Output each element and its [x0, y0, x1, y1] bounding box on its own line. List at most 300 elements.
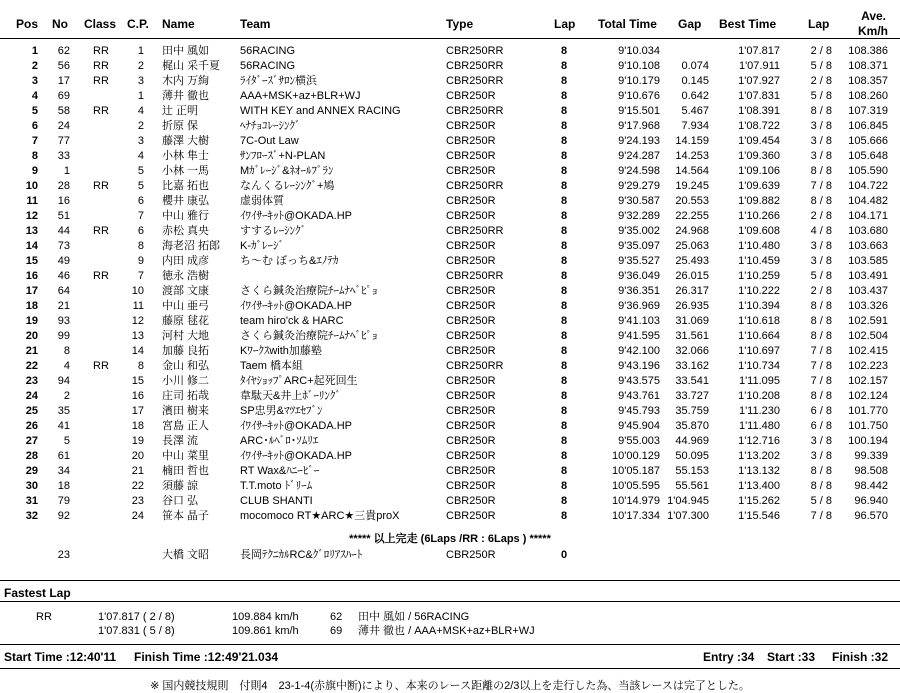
row-total-time: 9'43.761 [618, 390, 660, 402]
row-cp: 2 [137, 60, 144, 72]
dnf-row [0, 548, 900, 563]
row-pos: 4 [31, 90, 38, 102]
row-best-time: 1'10.459 [738, 255, 780, 267]
row-type: CBR250RR [446, 60, 504, 72]
row-team: Mｶﾞﾚｰｼﾞ&ﾈｵｰﾙﾌﾟﾗﾝ [240, 165, 334, 177]
row-class: RR [93, 180, 109, 192]
row-type: CBR250RR [446, 105, 504, 117]
table-row [0, 434, 900, 449]
row-total-time: 9'24.287 [618, 150, 660, 162]
col-ave-1: Ave. [861, 9, 886, 23]
row-lap: 8 [560, 360, 568, 372]
row-ave: 103.663 [848, 240, 888, 252]
results-table [0, 44, 900, 524]
dnf-lap: 0 [560, 549, 568, 561]
row-total-time: 10'05.595 [612, 480, 660, 492]
row-best-time: 1'11.095 [738, 375, 780, 387]
row-total-time: 9'15.501 [618, 105, 660, 117]
row-cp: 17 [131, 405, 144, 417]
row-pos: 26 [25, 420, 38, 432]
row-name: 楠田 哲也 [162, 465, 210, 477]
table-row [0, 389, 900, 404]
table-row [0, 449, 900, 464]
row-ave: 106.845 [848, 120, 888, 132]
footer-rule-bottom [0, 668, 900, 669]
table-row [0, 134, 900, 149]
row-cp: 3 [137, 135, 144, 147]
row-lap: 8 [560, 450, 568, 462]
row-type: CBR250RR [446, 270, 504, 282]
col-lap: Lap [554, 17, 576, 31]
row-ave: 96.570 [854, 510, 888, 522]
row-pos: 23 [25, 375, 38, 387]
row-best-time: 1'10.266 [738, 210, 780, 222]
row-class: RR [93, 75, 109, 87]
fastest-lap-class: RR [36, 611, 52, 623]
row-type: CBR250R [446, 120, 496, 132]
row-best-time: 1'10.664 [738, 330, 780, 342]
row-team: なんくるﾚｰｼﾝｸﾞ+鳩 [240, 180, 335, 192]
row-best-lap: 2 / 8 [810, 75, 832, 87]
table-row [0, 119, 900, 134]
row-pos: 31 [25, 495, 38, 507]
row-pos: 17 [25, 285, 38, 297]
row-no: 61 [57, 450, 70, 462]
row-best-lap: 6 / 8 [810, 420, 832, 432]
table-row [0, 314, 900, 329]
row-cp: 21 [131, 465, 144, 477]
row-team: さくら鍼灸治療院ﾁｰﾑﾅﾍﾞﾋﾟｮ [240, 285, 378, 297]
row-type: CBR250R [446, 165, 496, 177]
row-name: 藤澤 大樹 [162, 135, 210, 147]
row-name: 庄司 拓哉 [162, 390, 210, 402]
fastest-lap-speed: 109.884 km/h [232, 611, 299, 623]
row-best-time: 1'12.716 [738, 435, 780, 447]
row-cp: 15 [131, 375, 144, 387]
col-class: Class [84, 17, 117, 31]
row-cp: 8 [137, 240, 144, 252]
row-type: CBR250R [446, 465, 496, 477]
row-gap: 33.727 [675, 390, 709, 402]
row-best-lap: 8 / 8 [810, 105, 832, 117]
row-no: 46 [57, 270, 70, 282]
row-lap: 8 [560, 285, 568, 297]
row-total-time: 9'10.676 [618, 90, 660, 102]
row-best-lap: 7 / 8 [810, 375, 832, 387]
row-no: 33 [57, 150, 70, 162]
row-name: 薄井 徹也 [162, 90, 210, 102]
row-cp: 22 [131, 480, 144, 492]
row-type: CBR250RR [446, 45, 504, 57]
table-row [0, 224, 900, 239]
row-best-lap: 2 / 8 [810, 285, 832, 297]
row-total-time: 9'36.969 [618, 300, 660, 312]
row-lap: 8 [560, 420, 568, 432]
row-name: 田中 風如 [162, 45, 210, 57]
row-best-time: 1'13.202 [738, 450, 780, 462]
row-best-lap: 3 / 8 [810, 150, 832, 162]
row-ave: 108.386 [848, 45, 888, 57]
row-team: K-ｶﾞﾚｰｼﾞ [240, 240, 284, 252]
row-lap: 8 [560, 150, 568, 162]
row-best-time: 1'11.230 [738, 405, 780, 417]
row-gap: 7.934 [681, 120, 709, 132]
row-total-time: 9'45.904 [618, 420, 660, 432]
table-row [0, 149, 900, 164]
row-pos: 7 [31, 135, 38, 147]
row-team: 虚弱体質 [240, 195, 284, 207]
row-type: CBR250R [446, 480, 496, 492]
row-best-time: 1'10.259 [738, 270, 780, 282]
row-cp: 12 [131, 315, 144, 327]
table-row [0, 74, 900, 89]
row-ave: 104.722 [848, 180, 888, 192]
table-row [0, 194, 900, 209]
row-best-lap: 2 / 8 [810, 45, 832, 57]
row-lap: 8 [560, 510, 568, 522]
row-gap: 0.642 [681, 90, 709, 102]
row-lap: 8 [560, 180, 568, 192]
row-gap: 44.969 [675, 435, 709, 447]
table-row [0, 284, 900, 299]
row-name: 中山 菜里 [162, 450, 210, 462]
row-no: 93 [57, 315, 70, 327]
row-ave: 105.666 [848, 135, 888, 147]
row-lap: 8 [560, 435, 568, 447]
row-best-time: 1'15.546 [738, 510, 780, 522]
row-type: CBR250R [446, 210, 496, 222]
fastest-lap-rider: 薄井 徹也 / AAA+MSK+az+BLR+WJ [358, 625, 535, 637]
fastest-lap-row [0, 610, 900, 624]
row-best-time: 1'08.722 [738, 120, 780, 132]
row-ave: 105.648 [848, 150, 888, 162]
row-cp: 9 [137, 255, 144, 267]
row-cp: 5 [137, 165, 144, 177]
row-cp: 19 [131, 435, 144, 447]
col-pos: Pos [16, 17, 39, 31]
row-type: CBR250R [446, 495, 496, 507]
row-gap: 14.253 [675, 150, 709, 162]
row-gap: 14.159 [675, 135, 709, 147]
table-row [0, 359, 900, 374]
row-type: CBR250RR [446, 75, 504, 87]
finish-count: Finish :32 [832, 650, 889, 664]
fastest-lap-time: 1'07.831 ( 5 / 8) [98, 625, 175, 637]
row-ave: 96.940 [854, 495, 888, 507]
row-gap: 5.467 [681, 105, 709, 117]
row-lap: 8 [560, 90, 568, 102]
row-class: RR [93, 225, 109, 237]
fastest-lap-title: Fastest Lap [4, 586, 71, 600]
row-gap: 33.541 [675, 375, 709, 387]
table-row [0, 89, 900, 104]
row-best-time: 1'09.454 [738, 135, 780, 147]
row-cp: 8 [137, 360, 144, 372]
row-lap: 8 [560, 135, 568, 147]
row-ave: 104.171 [848, 210, 888, 222]
row-team: 56RACING [240, 45, 296, 57]
row-no: 79 [57, 495, 70, 507]
row-lap: 8 [560, 405, 568, 417]
col-total-time: Total Time [598, 17, 657, 31]
row-name: 渡部 文康 [162, 285, 210, 297]
row-pos: 6 [31, 120, 38, 132]
row-type: CBR250RR [446, 360, 504, 372]
row-gap: 25.063 [675, 240, 709, 252]
row-no: 41 [57, 420, 70, 432]
row-team: team hiro'ck & HARC [240, 315, 344, 327]
fastest-lap-row [0, 624, 900, 638]
row-best-time: 1'08.391 [738, 105, 780, 117]
row-type: CBR250R [446, 330, 496, 342]
row-best-lap: 7 / 8 [810, 345, 832, 357]
row-best-time: 1'13.132 [738, 465, 780, 477]
row-lap: 8 [560, 345, 568, 357]
row-total-time: 9'35.097 [618, 240, 660, 252]
remark: ※ 国内競技規則 付則4 23-1-4(赤旗中断)により、本来のレース距離の2/3以上を走行した為、当該レースは完了とした。 [150, 680, 750, 692]
table-row [0, 179, 900, 194]
row-total-time: 9'45.793 [618, 405, 660, 417]
row-lap: 8 [560, 105, 568, 117]
col-type: Type [446, 17, 474, 31]
row-name: 赤松 真央 [162, 225, 210, 237]
row-no: 5 [63, 435, 70, 447]
row-best-lap: 3 / 8 [810, 135, 832, 147]
dnf-team: 長岡ﾃｸﾆｶﾙRC&ｸﾞﾛﾘｱｽﾊｰﾄ [240, 549, 363, 561]
row-no: 16 [57, 195, 70, 207]
row-total-time: 9'10.108 [618, 60, 660, 72]
row-cp: 20 [131, 450, 144, 462]
row-best-lap: 6 / 8 [810, 405, 832, 417]
row-team: ち～む ぼっち&ｴﾉﾃｶ [240, 255, 339, 267]
row-cp: 6 [137, 225, 144, 237]
row-name: 長澤 流 [162, 435, 199, 447]
row-cp: 6 [137, 195, 144, 207]
row-no: 49 [57, 255, 70, 267]
row-total-time: 9'24.193 [618, 135, 660, 147]
row-total-time: 10'00.129 [612, 450, 660, 462]
row-team: RT Wax&ﾊﾆｰﾋﾞｰ [240, 465, 320, 477]
row-best-lap: 4 / 8 [810, 225, 832, 237]
row-team: Kﾜｰｸｽwith加藤塾 [240, 345, 322, 357]
row-ave: 101.770 [848, 405, 888, 417]
row-cp: 14 [131, 345, 144, 357]
row-cp: 7 [137, 210, 144, 222]
header-rule [0, 38, 900, 39]
row-no: 94 [57, 375, 70, 387]
table-row [0, 494, 900, 509]
row-pos: 2 [31, 60, 38, 72]
row-no: 35 [57, 405, 70, 417]
row-cp: 23 [131, 495, 144, 507]
row-best-lap: 3 / 8 [810, 255, 832, 267]
row-lap: 8 [560, 240, 568, 252]
row-total-time: 9'30.587 [618, 195, 660, 207]
row-pos: 13 [25, 225, 38, 237]
table-row [0, 329, 900, 344]
row-ave: 101.750 [848, 420, 888, 432]
row-cp: 13 [131, 330, 144, 342]
row-no: 18 [57, 480, 70, 492]
row-best-time: 1'10.480 [738, 240, 780, 252]
row-best-lap: 8 / 8 [810, 315, 832, 327]
row-team: ｻﾝﾌﾛｰｽﾞ+N-PLAN [240, 150, 326, 162]
row-best-lap: 5 / 8 [810, 90, 832, 102]
row-gap: 26.015 [675, 270, 709, 282]
dnf-name: 大橋 文昭 [162, 549, 210, 561]
row-type: CBR250R [446, 420, 496, 432]
row-name: 徳永 浩樹 [162, 270, 210, 282]
dnf-type: CBR250R [446, 549, 496, 561]
row-gap: 20.553 [675, 195, 709, 207]
row-type: CBR250RR [446, 225, 504, 237]
row-best-time: 1'09.608 [738, 225, 780, 237]
row-gap: 55.153 [675, 465, 709, 477]
row-name: 小林 一馬 [162, 165, 210, 177]
row-name: 宮島 正人 [162, 420, 210, 432]
row-no: 92 [57, 510, 70, 522]
row-team: ｲﾜｲｻｰｷｯﾄ@OKADA.HP [240, 300, 353, 312]
row-team: WITH KEY and ANNEX RACING [240, 105, 401, 117]
table-row [0, 269, 900, 284]
row-pos: 27 [25, 435, 38, 447]
row-cp: 1 [137, 90, 144, 102]
row-class: RR [93, 360, 109, 372]
row-best-time: 1'10.618 [738, 315, 780, 327]
row-lap: 8 [560, 270, 568, 282]
row-lap: 8 [560, 465, 568, 477]
row-best-time: 1'15.262 [738, 495, 780, 507]
row-cp: 10 [131, 285, 144, 297]
row-cp: 7 [137, 270, 144, 282]
row-lap: 8 [560, 45, 568, 57]
row-best-lap: 5 / 8 [810, 60, 832, 72]
row-lap: 8 [560, 390, 568, 402]
row-ave: 108.260 [848, 90, 888, 102]
row-gap: 1'04.945 [667, 495, 709, 507]
row-total-time: 9'24.598 [618, 165, 660, 177]
footer-rule [0, 644, 900, 645]
row-lap: 8 [560, 315, 568, 327]
row-no: 51 [57, 210, 70, 222]
row-lap: 8 [560, 210, 568, 222]
table-row [0, 209, 900, 224]
row-team: ﾀｲﾔｼｮｯﾌﾟARC+起死回生 [240, 375, 358, 387]
row-team: ｲﾜｲｻｰｷｯﾄ@OKADA.HP [240, 210, 353, 222]
row-no: 77 [57, 135, 70, 147]
table-row [0, 344, 900, 359]
row-ave: 103.491 [848, 270, 888, 282]
fastest-lap-time: 1'07.817 ( 2 / 8) [98, 611, 175, 623]
row-type: CBR250R [446, 240, 496, 252]
row-pos: 18 [25, 300, 38, 312]
col-team: Team [240, 17, 271, 31]
col-ave-2: Km/h [858, 24, 888, 38]
table-row [0, 509, 900, 524]
fastest-lap-no: 69 [330, 625, 343, 637]
row-gap: 35.759 [675, 405, 709, 417]
row-gap: 0.074 [681, 60, 709, 72]
row-ave: 99.339 [854, 450, 888, 462]
row-ave: 105.590 [848, 165, 888, 177]
row-cp: 4 [137, 150, 144, 162]
row-no: 1 [63, 165, 70, 177]
row-name: 金山 和弘 [162, 360, 210, 372]
row-pos: 19 [25, 315, 38, 327]
start-count: Start :33 [767, 650, 816, 664]
row-no: 28 [57, 180, 70, 192]
row-best-lap: 8 / 8 [810, 300, 832, 312]
row-name: 辻 正明 [162, 105, 199, 117]
row-gap: 0.145 [681, 75, 709, 87]
row-no: 62 [57, 45, 70, 57]
row-total-time: 9'43.575 [618, 375, 660, 387]
row-lap: 8 [560, 255, 568, 267]
row-ave: 103.326 [848, 300, 888, 312]
table-row [0, 299, 900, 314]
row-pos: 12 [25, 210, 38, 222]
row-name: 河村 大地 [162, 330, 210, 342]
row-lap: 8 [560, 300, 568, 312]
row-name: 藤原 毬花 [162, 315, 210, 327]
row-lap: 8 [560, 60, 568, 72]
row-best-time: 1'10.222 [738, 285, 780, 297]
row-name: 濱田 樹来 [162, 405, 210, 417]
row-type: CBR250R [446, 405, 496, 417]
dnf-no: 23 [57, 549, 70, 561]
row-best-lap: 8 / 8 [810, 165, 832, 177]
row-best-lap: 3 / 8 [810, 450, 832, 462]
row-pos: 11 [26, 195, 38, 207]
row-type: CBR250R [446, 255, 496, 267]
row-pos: 1 [31, 45, 38, 57]
row-pos: 28 [25, 450, 38, 462]
row-ave: 98.442 [854, 480, 888, 492]
row-cp: 4 [137, 105, 144, 117]
row-name: 中山 雅行 [162, 210, 210, 222]
row-lap: 8 [560, 495, 568, 507]
fastest-lap-speed: 109.861 km/h [232, 625, 299, 637]
row-best-time: 1'09.106 [738, 165, 780, 177]
row-type: CBR250R [446, 285, 496, 297]
row-best-time: 1'07.911 [738, 60, 780, 72]
row-ave: 107.319 [848, 105, 888, 117]
row-best-time: 1'10.734 [738, 360, 780, 372]
row-type: CBR250R [446, 510, 496, 522]
row-type: CBR250R [446, 345, 496, 357]
row-best-lap: 7 / 8 [810, 510, 832, 522]
row-team: AAA+MSK+az+BLR+WJ [240, 90, 361, 102]
row-type: CBR250R [446, 315, 496, 327]
row-gap: 50.095 [675, 450, 709, 462]
row-best-lap: 5 / 8 [810, 495, 832, 507]
row-no: 2 [63, 390, 70, 402]
row-type: CBR250R [446, 300, 496, 312]
row-best-time: 1'07.831 [738, 90, 780, 102]
row-team: さくら鍼灸治療院ﾁｰﾑﾅﾍﾞﾋﾟｮ [240, 330, 378, 342]
col-best-lap: Lap [808, 17, 830, 31]
row-best-time: 1'09.639 [738, 180, 780, 192]
row-best-lap: 3 / 8 [810, 240, 832, 252]
row-total-time: 9'17.968 [618, 120, 660, 132]
row-lap: 8 [560, 75, 568, 87]
row-type: CBR250R [446, 90, 496, 102]
row-best-lap: 8 / 8 [810, 390, 832, 402]
row-total-time: 9'29.279 [618, 180, 660, 192]
row-lap: 8 [560, 375, 568, 387]
row-best-time: 1'09.360 [738, 150, 780, 162]
table-row [0, 374, 900, 389]
